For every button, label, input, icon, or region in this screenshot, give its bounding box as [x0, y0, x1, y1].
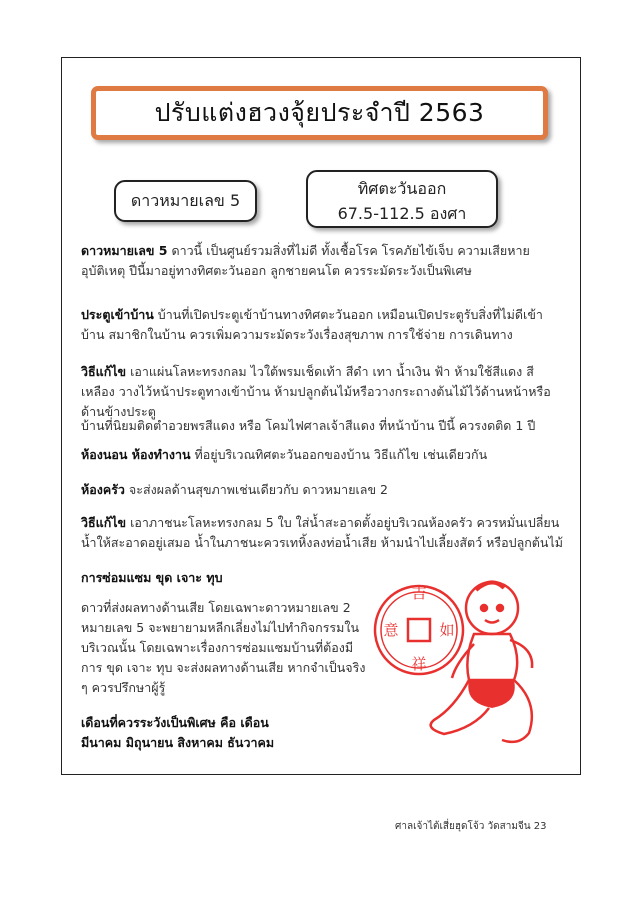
coin-char-right: 如 [439, 621, 455, 639]
paragraph-bedroom [81, 445, 566, 465]
paragraph-kitchen-remedy [81, 513, 566, 553]
paragraph-remedy-label: วิธีแก้ไข [81, 364, 127, 379]
paragraph-door-text: บ้านที่เปิดประตูเข้าบ้านทางทิศตะวันออก เหมือนเปิดประตูรับสิ่งที่ไม่ดีเข้าบ้าน สมาชิกในบ้าน ควรเพิ่มความระมัดระวังเรื่องสุขภาพ การใช้จ่าย การเดินทาง [81, 307, 543, 342]
paragraph-remedy-text: เอาแผ่นโลหะทรงกลม ไวใต้พรมเช็ดเท้า สีดำ เทา น้ำเงิน ฟ้า ห้ามใช้สีแดง สีเหลือง วางไว้หน้าประตูทางเข้าบ้าน ห้ามปลูกต้นไม้หรือวางกระถางต้นไม้ไว้ด้านหน้าหรือด้านข้างประตู [81, 364, 551, 419]
direction-degrees: 67.5-112.5 องศา [337, 204, 467, 223]
child-head [466, 582, 518, 634]
paragraph-lanterns [81, 416, 566, 436]
paragraph-bedroom-text: ที่อยู่บริเวณทิศตะวันออกของบ้าน วิธีแก้ไข เช่นเดียวกัน [190, 447, 488, 462]
paragraph-door [81, 305, 566, 345]
child-mouth [485, 620, 499, 623]
paragraph-star [81, 241, 566, 281]
coin-char-left: 意 [383, 621, 399, 639]
paragraph-bedroom-label: ห้องนอน ห้องทำงาน [81, 447, 191, 462]
paragraph-kitchen-text: จะส่งผลด้านสุขภาพเช่นเดียวกับ ดาวหมายเลข 2 [124, 482, 388, 497]
heading-months-text: เดือนที่ควรระวังเป็นพิเศษ คือ เดือนมีนาคม มิถุนายน สิงหาคม ธันวาคม [81, 715, 275, 750]
star-number-label: ดาวหมายเลข 5 [130, 191, 241, 210]
coin-char-bottom: 祥 [411, 655, 427, 673]
child-eye-left [481, 605, 487, 611]
paragraph-lanterns-text: บ้านที่นิยมติดตำอวยพรสีแดง หรือ โคมไฟศาลเจ้าสีแดง ที่หน้าบ้าน ปีนี้ ควรงดติด 1 ปี [81, 418, 536, 433]
heading-repair-text: การซ่อมแซม ขุด เจาะ ทุบ [81, 570, 223, 585]
lucky-coin-hole [408, 619, 430, 641]
paragraph-kitchen-label: ห้องครัว [81, 482, 125, 497]
star-number-badge [114, 180, 257, 222]
heading-months [81, 713, 291, 753]
paragraph-remedy [81, 362, 566, 422]
paragraph-repair [81, 598, 371, 698]
page-title: ปรับแต่งฮวงจุ้ยประจำปี 2563 [154, 98, 485, 127]
footer-text: ศาลเจ้าไต้เสี่ยฮุดโจ้ว วัดสามจีน 23 [395, 821, 547, 832]
child-eye-right [497, 605, 503, 611]
direction-badge [306, 170, 498, 228]
child-belly-cloth [468, 680, 515, 708]
paragraph-star-label: ดาวหมายเลข 5 [81, 243, 168, 258]
direction-name: ทิศตะวันออก [357, 179, 447, 198]
paragraph-kitchen [81, 480, 566, 500]
paragraph-kitchen-remedy-label: วิธีแก้ไข [81, 515, 127, 530]
paragraph-door-label: ประตูเข้าบ้าน [81, 307, 154, 322]
coin-char-top: 吉 [411, 584, 427, 602]
paragraph-star-text: ดาวนี้ เป็นศูนย์รวมสิ่งที่ไม่ดี ทั้งเชื้อโรค โรคภัยไข้เจ็บ ความเสียหาย อุบัติเหตุ ปีนี้มาอยู่ทางทิศตะวันออก ลูกชายคนโต ควรระมัดระวังเป็นพิเศษ [81, 243, 530, 278]
paragraph-kitchen-remedy-text: เอาภาชนะโลหะทรงกลม 5 ใบ ใส่น้ำสะอาดตั้งอยู่บริเวณห้องครัว ควรหมั่นเปลี่ยนน้ำให้สะอาดอยู่เสมอ น้ำในภาชนะควรเทหิ้งลงท่อน้ำเสีย ห้ามนำไปเลี้ยงสัตว์ หรือปลูกต้นไม้ [81, 515, 563, 550]
child-arm-left [452, 644, 474, 678]
lucky-child-illustration [364, 568, 564, 758]
paragraph-repair-text: ดาวที่ส่งผลทางด้านเสีย โดยเฉพาะดาวหมายเลข 2 หมายเลข 5 จะพยายามหลีกเลี่ยงไม่ไปทำกิจกรรมในบริเวณนั้น โดยเฉพาะเรื่องการซ่อมแซมบ้านที่ต้องมีการ ขุด เจาะ ทุบ จะส่งผลทางด้านเสีย หากจำเป็นจริง ๆ ควรปรึกษาผู้รู้ [81, 600, 366, 695]
title-banner [91, 86, 548, 140]
page-footer [395, 819, 547, 834]
